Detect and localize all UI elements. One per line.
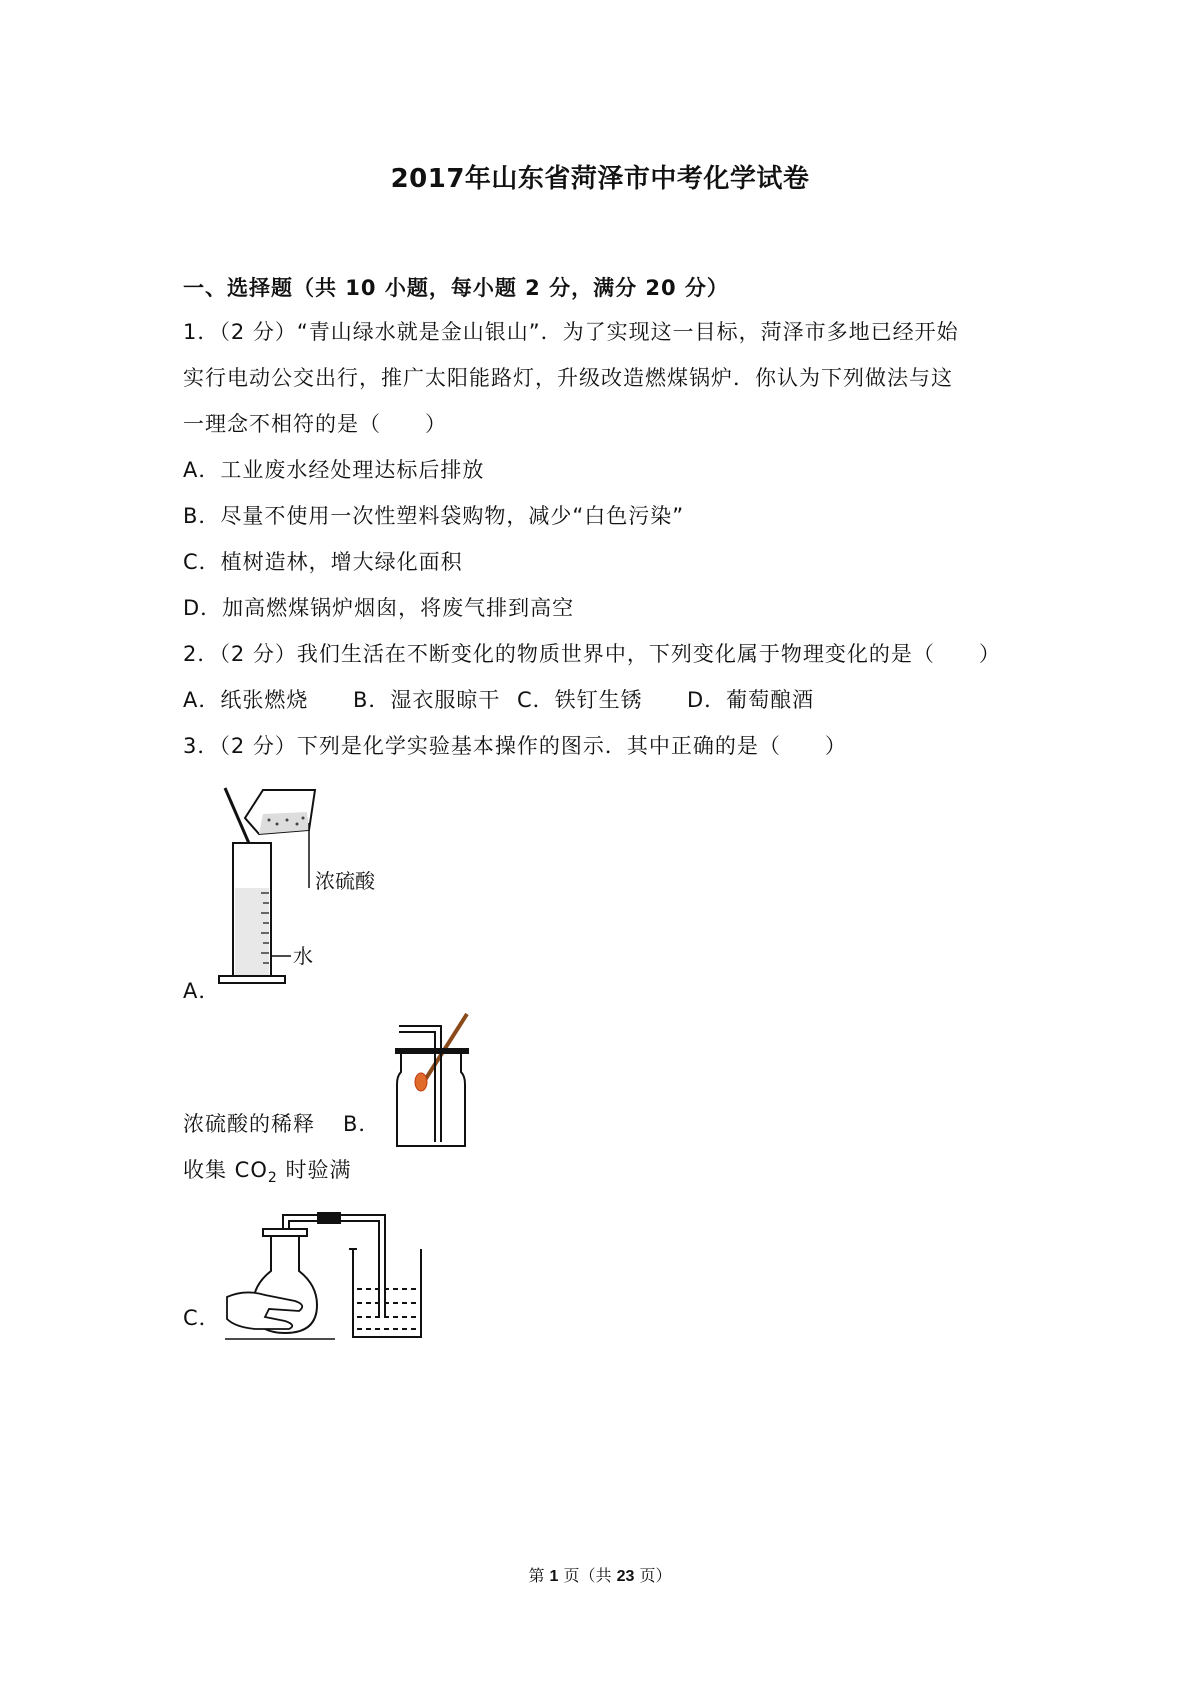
q3-option-c-label: C．	[183, 1306, 221, 1330]
q1-stem-line1: 1．（2 分）“青山绿水就是金山银山”．为了实现这一目标，菏泽市多地已经开始	[183, 320, 959, 344]
footer-suffix: 页）	[639, 1566, 672, 1585]
q1-stem-line2: 实行电动公交出行，推广太阳能路灯，升级改造燃煤锅炉．你认为下列做法与这	[183, 366, 953, 390]
q2-option-b: B．湿衣服晾干	[353, 688, 501, 712]
q3-option-a-caption: 浓硫酸的稀释	[183, 1112, 315, 1136]
q3-option-a-label: A．	[183, 979, 221, 1003]
page-footer	[0, 1563, 1200, 1586]
q3-figure-a-acid-dilution	[205, 778, 375, 993]
q3-figure-b-co2-test	[395, 1010, 495, 1150]
footer-prefix: 第	[528, 1566, 545, 1585]
q2-stem: 2．（2 分）我们生活在不断变化的物质世界中，下列变化属于物理变化的是（ ）	[183, 642, 1001, 666]
q1-stem-line3: 一理念不相符的是（ ）	[183, 412, 447, 436]
q3-option-a-caption-row	[183, 1108, 380, 1138]
q2-options	[183, 684, 814, 714]
q1-option-d: D．加高燃煤锅炉烟囱，将废气排到高空	[183, 596, 575, 620]
q3-option-b-caption-subscript: 2	[267, 1170, 278, 1187]
q3-option-b-caption-text-end: 时验满	[277, 1158, 352, 1182]
q1-option-b: B．尽量不使用一次性塑料袋购物，减少“白色污染”	[183, 504, 685, 528]
q3-option-b-caption	[183, 1154, 351, 1186]
footer-middle: 页（共	[563, 1566, 612, 1585]
page-title: 2017年山东省菏泽市中考化学试卷	[390, 164, 810, 194]
q1-option-c: C．植树造林，增大绿化面积	[183, 550, 463, 574]
q2-option-c: C．铁钉生锈	[517, 688, 643, 712]
q3-figure-a-label-acid: 浓硫酸	[315, 869, 375, 893]
q3-option-b-label: B．	[343, 1112, 381, 1136]
q2-option-d: D．葡萄酿酒	[687, 688, 815, 712]
section-heading: 一、选择题（共 10 小题，每小题 2 分，满分 20 分）	[183, 276, 729, 300]
q1-option-a: A．工业废水经处理达标后排放	[183, 458, 485, 482]
footer-page-number: 1	[549, 1568, 559, 1585]
footer-total-pages: 23	[616, 1568, 635, 1585]
q3-figure-c-airtightness-check	[225, 1205, 425, 1345]
q3-option-b-caption-text: 收集 CO	[183, 1158, 268, 1182]
q3-stem: 3．（2 分）下列是化学实验基本操作的图示．其中正确的是（ ）	[183, 734, 847, 758]
q2-option-a: A．纸张燃烧	[183, 688, 309, 712]
q3-figure-a-label-water: 水	[293, 944, 313, 968]
